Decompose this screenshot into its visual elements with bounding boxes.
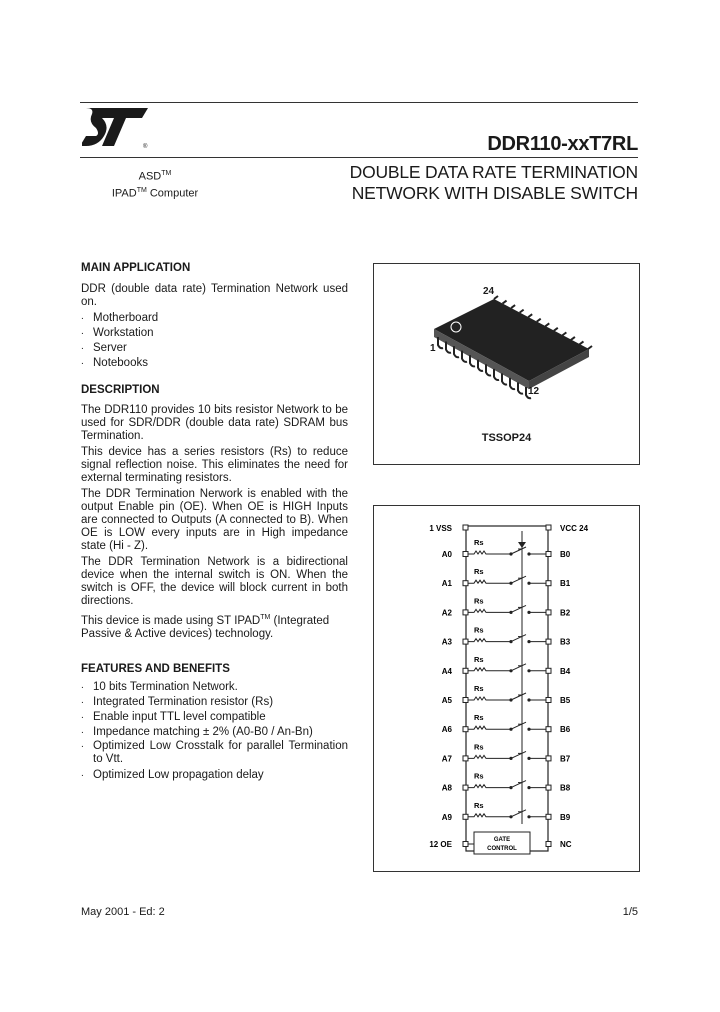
brand-ipad-tm: TM [136, 186, 147, 194]
switch-blade [511, 635, 526, 642]
brand-computer: Computer [146, 187, 199, 200]
pin-square [463, 552, 468, 557]
list-item: . Workstation [81, 326, 348, 341]
b-pin-label: B9 [560, 812, 571, 822]
document-subtitle [350, 162, 638, 204]
resistor [468, 580, 510, 583]
a-pin-label: A2 [441, 608, 452, 618]
st-logo [82, 108, 152, 150]
a-pin-label: A3 [441, 637, 452, 647]
resistor [468, 726, 510, 729]
list-item: . Impedance matching ± 2% (A0-B0 / An-Bn) [81, 725, 348, 740]
pin-square [546, 814, 551, 819]
list-item: . Integrated Termination resistor (Rs) [81, 695, 348, 710]
rs-label: Rs [474, 800, 484, 810]
resistor [468, 697, 510, 700]
logo-registered-mark: ® [143, 144, 148, 150]
pin-square [546, 552, 551, 557]
brand-ipad: IPAD [111, 187, 137, 200]
pin-label-24: 24 [483, 286, 495, 297]
resistor [468, 551, 510, 554]
rs-label: Rs [474, 596, 484, 606]
gate-label: GATE [493, 837, 511, 843]
ipad-text-tail: (Integrated Passive & Active devices) technology. [81, 614, 330, 640]
description-paragraph: The DDR110 provides 10 bits resistor Network to be used for SDR/DDR (double data rate) SDRAM bus Termination. [81, 404, 348, 442]
rs-label: Rs [474, 684, 484, 693]
resistor [468, 639, 510, 642]
rs-label: Rs [474, 654, 484, 664]
package-pin [528, 314, 532, 317]
b-pin-label: B5 [560, 696, 571, 705]
ipad-text: This device is made using ST IPAD [81, 614, 261, 627]
a-pin-label: A8 [441, 783, 452, 793]
list-item: . 10 bits Termination Network. [81, 680, 348, 695]
b-pin-label: B0 [560, 550, 571, 559]
pin-square [546, 727, 551, 732]
brand-block [80, 167, 230, 200]
package-pin [537, 319, 541, 322]
switch-blade [511, 722, 526, 729]
description-paragraph: The DDR Termination Network is a bidirectional device when the internal switch is ON. When the switch is OFF, the device will block current in both directions. [81, 556, 348, 607]
resistor [468, 755, 510, 758]
pin-square [546, 756, 551, 761]
rs-label: Rs [474, 567, 484, 577]
b-pin-label: B3 [560, 637, 571, 647]
a-pin-label: A1 [441, 579, 452, 589]
brand-asd-tm: TM [161, 170, 172, 177]
rs-label: Rs [474, 538, 484, 547]
b-pin-label: B7 [560, 754, 571, 764]
schematic-box [373, 505, 640, 872]
a-pin-label: A7 [441, 754, 452, 764]
main-application-list [81, 311, 348, 371]
switch-blade [511, 751, 526, 758]
list-item: . Motherboard [81, 311, 348, 326]
pin-square [546, 698, 551, 703]
pin-square [546, 668, 551, 673]
pin-square [463, 698, 468, 703]
switch-blade [511, 693, 526, 700]
schematic-drawing [374, 506, 639, 871]
b-pin-label: B4 [560, 666, 571, 676]
list-item: . Notebooks [81, 356, 348, 371]
subtitle-line-1: DOUBLE DATA RATE TERMINATION [349, 162, 638, 182]
switch-blade [511, 664, 526, 671]
list-item: . Optimized Low propagation delay [81, 768, 348, 783]
nc-label: NC [560, 840, 572, 849]
package-pin [588, 346, 592, 349]
pin-square [463, 814, 468, 819]
pin-square [463, 610, 468, 615]
main-application-heading: MAIN APPLICATION [81, 262, 191, 274]
package-caption: TSSOP24 [481, 432, 532, 444]
description-paragraph: This device has a series resistors (Rs) to reduce signal reflection noise. This eliminates the need for external terminating resistors. [81, 446, 348, 484]
pin-square [463, 525, 468, 530]
a-pin-label: A9 [441, 812, 452, 822]
description-paragraph [81, 611, 348, 641]
pin-square [546, 842, 551, 847]
package-pin [503, 301, 507, 304]
package-pin [511, 305, 515, 308]
a-pin-label: A4 [441, 666, 452, 676]
control-label: CONTROL [487, 846, 517, 852]
b-pin-label: B8 [560, 783, 571, 793]
pin-square [546, 785, 551, 790]
a-pin-label: A5 [441, 696, 452, 705]
switch-blade [511, 547, 526, 554]
resistor [468, 609, 510, 612]
list-item: . Optimized Low Crosstalk for parallel Termination to Vtt. [81, 740, 348, 766]
header-rule [80, 102, 638, 103]
left-column [81, 262, 348, 783]
package-pin [571, 337, 575, 340]
description-paragraph: The DDR Termination Nerwork is enabled with the output Enable pin (OE). When OE is HIGH Inputs are connected to Outputs (A connected to B). When OE is LOW every inputs are in High impedance state (Hi - Z). [81, 488, 348, 552]
rs-label: Rs [474, 771, 484, 781]
package-pin [545, 323, 549, 326]
pin-square [463, 639, 468, 644]
rs-label: Rs [474, 742, 484, 752]
pin-square [463, 581, 468, 586]
vss-label: 1 VSS [429, 524, 452, 533]
ipad-tm: TM [260, 614, 271, 621]
package-pin [579, 341, 583, 344]
title-rule [80, 157, 638, 158]
description-heading: DESCRIPTION [81, 384, 160, 396]
rs-label: Rs [474, 625, 484, 635]
pin-square [463, 727, 468, 732]
b-pin-label: B1 [560, 579, 571, 589]
features-list [81, 680, 348, 783]
pin-label-1: 1 [430, 343, 436, 354]
pin-square [546, 581, 551, 586]
package-pin [494, 296, 498, 299]
vcc-label: VCC 24 [560, 524, 589, 533]
footer-page: 1/5 [622, 906, 638, 918]
package-pin [554, 328, 558, 331]
pin-square [546, 610, 551, 615]
package-pin [562, 332, 566, 335]
oe-label: 12 OE [429, 840, 452, 849]
a-pin-label: A0 [441, 550, 452, 559]
resistor [468, 668, 510, 671]
pin-square [463, 756, 468, 761]
pin-label-12: 12 [528, 386, 540, 397]
b-pin-label: B6 [560, 725, 571, 735]
switch-blade [511, 781, 526, 788]
rs-label: Rs [474, 713, 484, 723]
resistor [468, 785, 510, 788]
pin-square [463, 785, 468, 790]
package-pin [520, 310, 524, 313]
b-pin-label: B2 [560, 608, 571, 618]
pin-square [546, 525, 551, 530]
switch-blade [511, 810, 526, 817]
subtitle-line-2: NETWORK WITH DISABLE SWITCH [351, 183, 638, 203]
footer-date: May 2001 - Ed: 2 [81, 906, 165, 918]
switch-blade [511, 605, 526, 612]
pin-square [463, 842, 468, 847]
pin-square [463, 668, 468, 673]
list-item: . Enable input TTL level compatible [81, 710, 348, 725]
package-drawing [424, 289, 594, 409]
switch-blade [511, 576, 526, 583]
features-heading: FEATURES AND BENEFITS [81, 662, 230, 675]
resistor [468, 814, 510, 817]
a-pin-label: A6 [441, 725, 452, 735]
part-number-title: DDR110-xxT7RL [487, 133, 638, 155]
pin-square [546, 639, 551, 644]
main-application-intro: DDR (double data rate) Termination Network used on. [81, 283, 348, 308]
brand-asd: ASD [138, 170, 162, 183]
package-box [373, 263, 640, 465]
list-item: . Server [81, 341, 348, 356]
